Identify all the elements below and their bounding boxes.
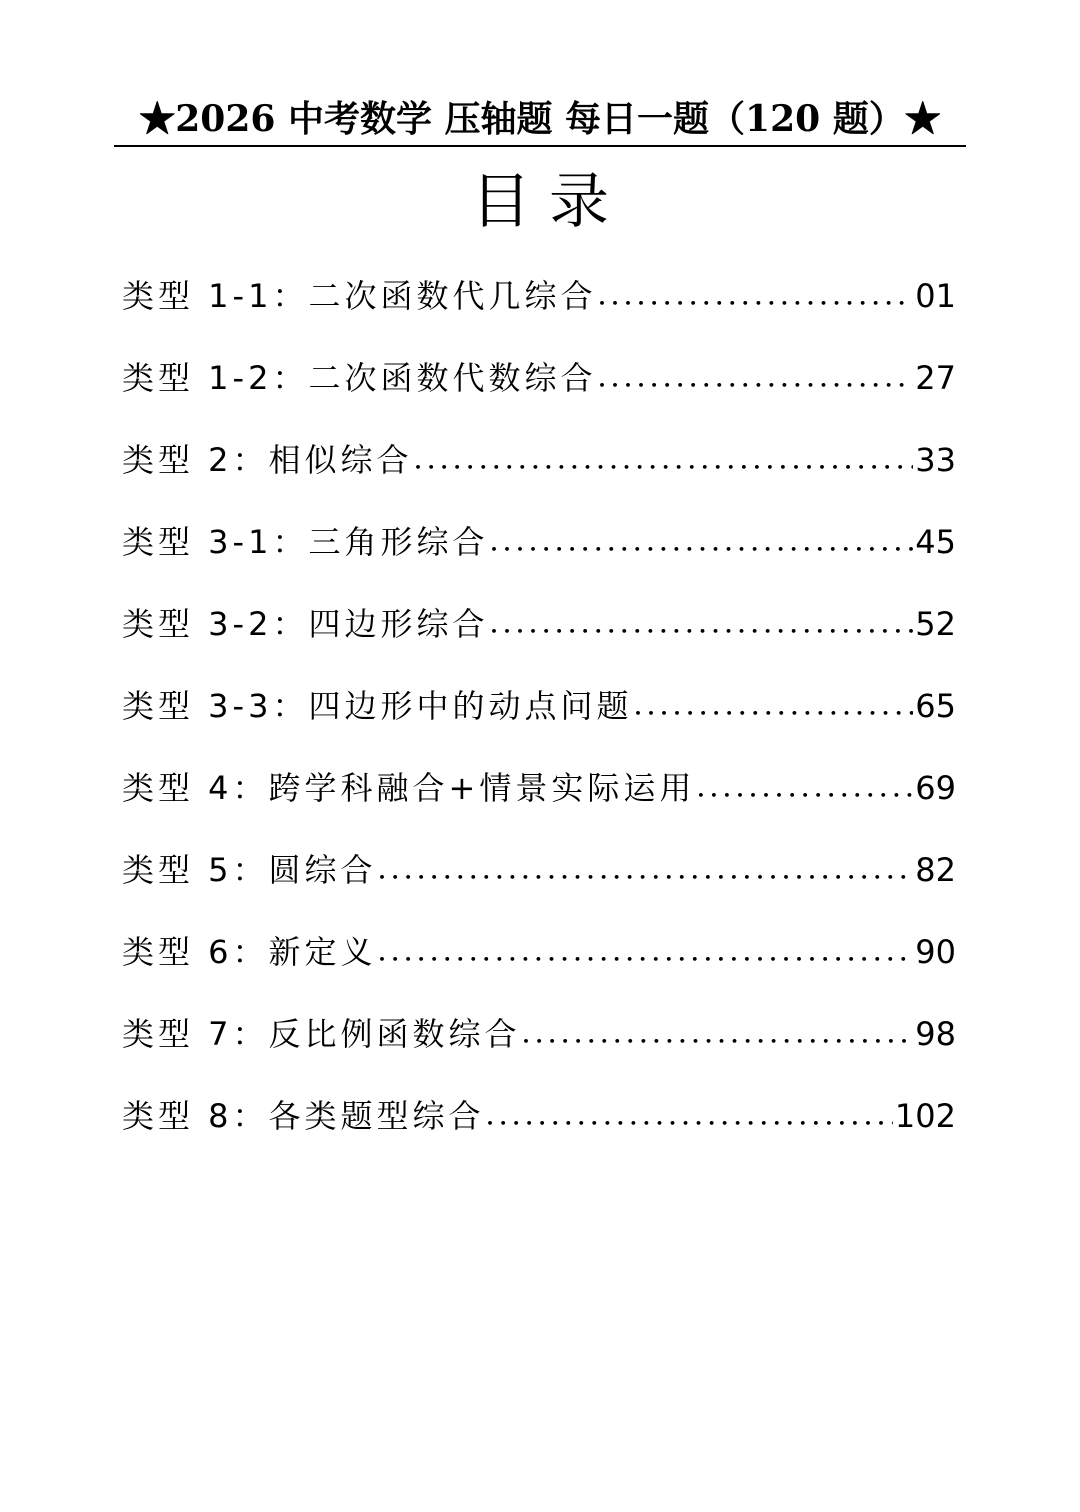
document-header <box>114 95 966 147</box>
toc-entry[interactable] <box>122 924 956 1006</box>
toc-entry[interactable] <box>122 1088 956 1170</box>
toc-dot-leader <box>490 519 913 578</box>
toc-entry[interactable] <box>122 842 956 924</box>
toc-entry[interactable] <box>122 596 956 678</box>
toc-entry-page: 90 <box>915 933 956 971</box>
toc-entry-label: 类型 8：各类题型综合 <box>122 1097 485 1135</box>
toc-dot-leader <box>697 765 913 824</box>
toc-dot-leader <box>379 847 914 906</box>
toc-entry[interactable] <box>122 678 956 760</box>
toc-entry[interactable] <box>122 350 956 432</box>
toc-dot-leader <box>487 1093 893 1152</box>
toc-dot-leader <box>379 929 914 988</box>
toc-entry-page: 33 <box>915 441 956 479</box>
toc-entry-page: 27 <box>915 359 956 397</box>
toc-entry-label: 类型 5：圆综合 <box>122 851 377 889</box>
toc-entry-page: 102 <box>894 1097 956 1135</box>
toc-entry-label: 类型 7：反比例函数综合 <box>122 1015 521 1053</box>
toc-dot-leader <box>523 1011 914 1070</box>
toc-entry-page: 65 <box>915 687 956 725</box>
toc-entry-label: 类型 6：新定义 <box>122 933 377 971</box>
toc-entry[interactable] <box>122 760 956 842</box>
toc-entry-label: 类型 4：跨学科融合+情景实际运用 <box>122 769 696 807</box>
toc-entry-label: 类型 2：相似综合 <box>122 441 413 479</box>
toc-dot-leader <box>415 437 914 496</box>
toc-entry-label: 类型 1-2：二次函数代数综合 <box>122 359 597 397</box>
toc-dot-leader <box>598 273 913 332</box>
toc-entry-page: 01 <box>915 277 956 315</box>
toc-dot-leader <box>634 683 913 742</box>
toc-entry[interactable] <box>122 432 956 514</box>
toc-entry-label: 类型 3-3：四边形中的动点问题 <box>122 687 633 725</box>
toc-entry-page: 98 <box>915 1015 956 1053</box>
toc-entry-page: 45 <box>915 523 956 561</box>
toc-entry-page: 52 <box>915 605 956 643</box>
toc-entry-label: 类型 3-2：四边形综合 <box>122 605 489 643</box>
toc-entry-page: 69 <box>915 769 956 807</box>
toc-entry-label: 类型 3-1：三角形综合 <box>122 523 489 561</box>
header-text: ★2026 中考数学 压轴题 每日一题（120 题）★ <box>139 98 941 140</box>
toc-dot-leader <box>490 601 913 660</box>
toc-entry[interactable] <box>122 1006 956 1088</box>
toc-entry[interactable] <box>122 514 956 596</box>
toc-entry-label: 类型 1-1：二次函数代几综合 <box>122 277 597 315</box>
toc-entry-page: 82 <box>915 851 956 889</box>
toc-dot-leader <box>598 355 913 414</box>
table-of-contents <box>122 268 956 1170</box>
page-title: 目录 <box>471 167 627 237</box>
toc-entry[interactable] <box>122 268 956 350</box>
